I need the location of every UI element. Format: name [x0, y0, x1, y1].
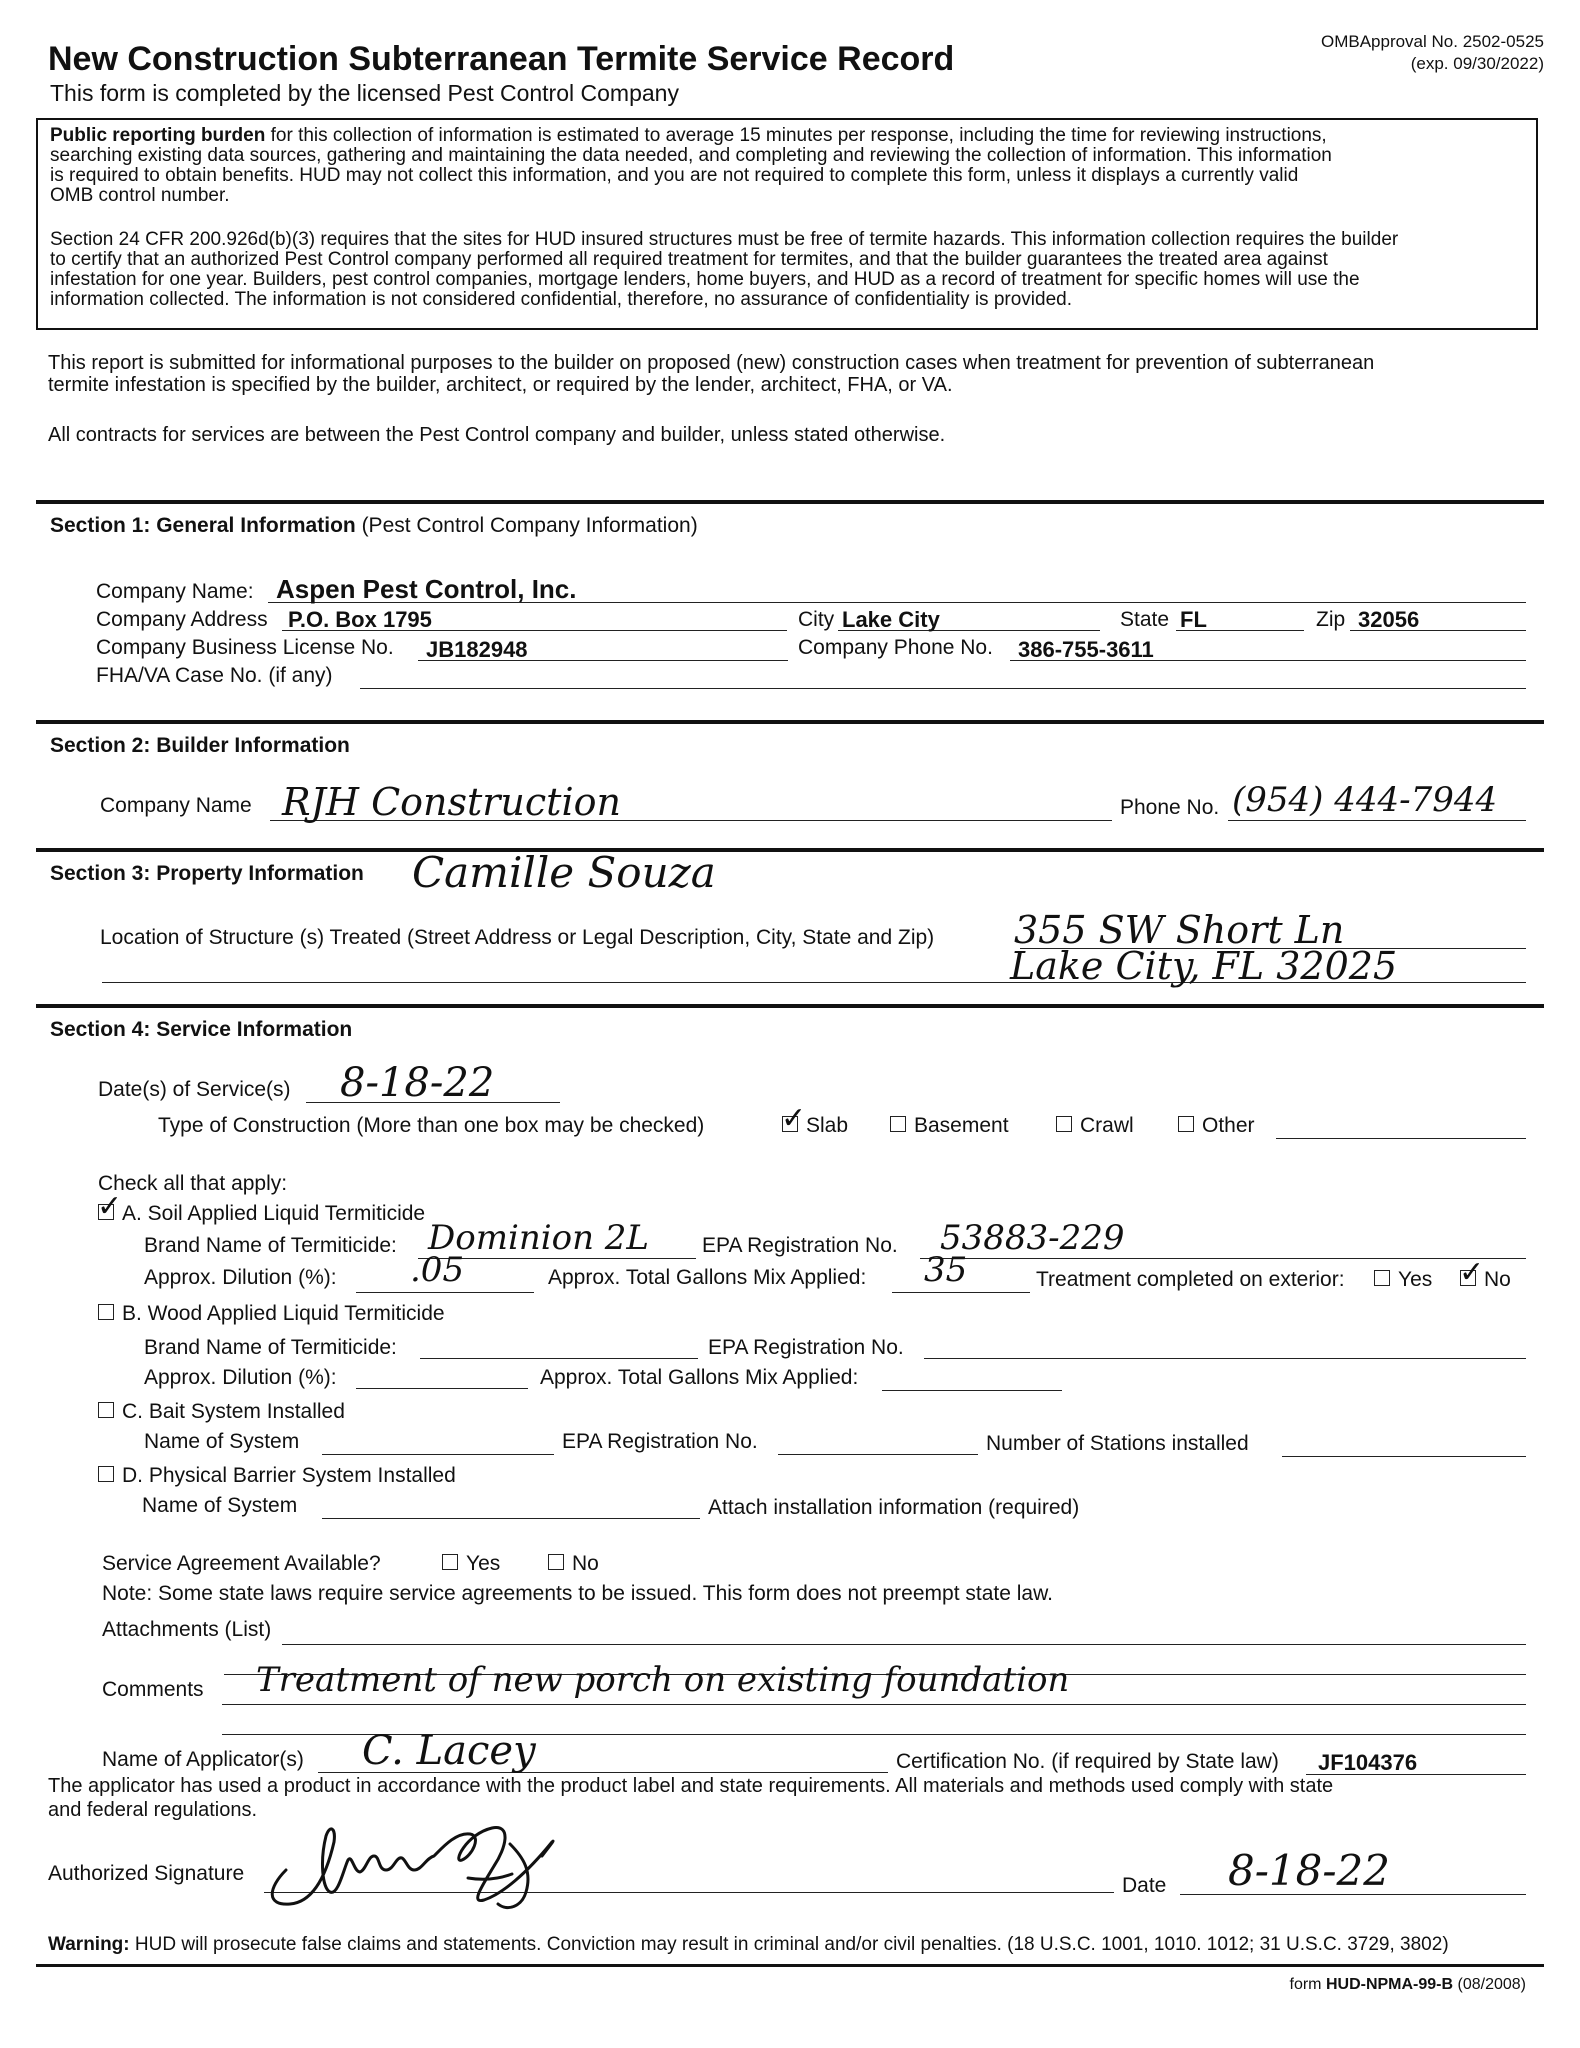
form-id: [1290, 1976, 1527, 1994]
section-divider: [36, 720, 1544, 724]
option-c-checkbox[interactable]: [98, 1402, 114, 1418]
basement-checkbox[interactable]: [890, 1116, 906, 1132]
company-name-value: Aspen Pest Control, Inc.: [276, 574, 577, 604]
zip-label: Zip: [1316, 608, 1346, 631]
d-system-name-label: Name of System: [142, 1494, 298, 1517]
city-label: City: [798, 608, 835, 631]
option-a-label: A. Soil Applied Liquid Termiticide: [122, 1202, 426, 1225]
form-subtitle: This form is completed by the licensed Pest Control Company: [50, 80, 679, 106]
section24-line-1: Section 24 CFR 200.926d(b)(3) requires that the sites for HUD insured structures must be free of termite hazards. This information collection requires the builder: [50, 229, 1399, 250]
builder-phone-value: (954) 444-7944: [1232, 780, 1498, 820]
service-date-label: Date(s) of Service(s): [98, 1078, 291, 1101]
a-gallons-value: 35: [924, 1250, 968, 1290]
c-system-name-field[interactable]: [322, 1430, 554, 1455]
intro-line-1: This report is submitted for informational purposes to the builder on proposed (new) construction cases when treatment for prevention of subterranean: [48, 352, 1375, 374]
other-construction-field[interactable]: [1276, 1114, 1526, 1139]
a-epa-value: 53883-229: [940, 1218, 1125, 1258]
exterior-no-label: No: [1484, 1268, 1511, 1291]
omb-approval-number: OMBApproval No. 2502-0525: [1320, 32, 1544, 51]
check-mark-icon: ✓: [781, 1101, 807, 1137]
stations-field[interactable]: [1282, 1432, 1526, 1457]
b-brand-field[interactable]: [420, 1334, 698, 1359]
section1-heading-text: Section 1: General Information: [50, 514, 356, 537]
d-system-name-field[interactable]: [322, 1494, 700, 1519]
company-address-label: Company Address: [96, 608, 268, 631]
state-label: State: [1120, 608, 1170, 631]
exterior-yes-checkbox[interactable]: [1374, 1270, 1390, 1286]
applicator-value: C. Lacey: [362, 1728, 536, 1774]
builder-phone-label: Phone No.: [1120, 796, 1220, 819]
section-divider: [36, 1004, 1544, 1008]
b-gallons-label: Approx. Total Gallons Mix Applied:: [540, 1366, 859, 1389]
company-phone-label: Company Phone No.: [798, 636, 993, 659]
section24-line-2: to certify that an authorized Pest Control company performed all required treatment for termites, and that the builder guarantees the treated area against: [50, 249, 1328, 270]
exterior-yes-option[interactable]: [1374, 1268, 1432, 1292]
a-brand-value: Dominion 2L: [428, 1218, 649, 1258]
section-divider: [36, 848, 1544, 852]
crawl-checkbox[interactable]: [1056, 1116, 1072, 1132]
option-c-label: C. Bait System Installed: [122, 1400, 345, 1423]
agreement-no-checkbox[interactable]: [548, 1554, 564, 1570]
option-a-checkbox[interactable]: [97, 1189, 123, 1225]
form-id-prefix: form: [1289, 1976, 1326, 1993]
construction-basement-option[interactable]: [890, 1114, 1009, 1138]
warning-line: [48, 1934, 1449, 1956]
intro-line-2: termite infestation is specified by the builder, architect, or required by the lender, architect, FHA, or VA.: [48, 374, 953, 396]
option-d-checkbox[interactable]: [98, 1466, 114, 1482]
certification-value: JF104376: [1318, 1750, 1418, 1775]
builder-company-value: RJH Construction: [282, 780, 621, 824]
handwritten-signature: [256, 1808, 656, 1918]
construction-crawl-option[interactable]: [1056, 1114, 1134, 1138]
a-dilution-value: .05: [410, 1250, 465, 1290]
c-epa-label: EPA Registration No.: [562, 1430, 758, 1453]
c-system-name-label: Name of System: [144, 1430, 300, 1453]
company-phone-value: 386-755-3611: [1018, 637, 1154, 662]
certification-label: Certification No. (if required by State law): [896, 1750, 1279, 1773]
other-label: Other: [1202, 1114, 1255, 1137]
attach-info-label: Attach installation information (required): [708, 1496, 1080, 1519]
option-d-physical-barrier[interactable]: [98, 1464, 456, 1488]
section1-heading: [50, 514, 698, 538]
check-mark-icon: ✓: [1459, 1255, 1485, 1291]
section24-line-4: information collected. The information is not considered confidential, therefore, no assurance of confidentiality is provided.: [50, 289, 1073, 310]
agreement-yes-label: Yes: [466, 1552, 501, 1575]
construction-other-option[interactable]: [1178, 1114, 1255, 1138]
slab-label: Slab: [806, 1114, 849, 1137]
option-c-bait-system[interactable]: [98, 1400, 345, 1424]
comments-label: Comments: [102, 1678, 204, 1701]
company-address-value: P.O. Box 1795: [288, 607, 432, 632]
agreement-yes-option[interactable]: [442, 1552, 500, 1576]
exterior-no-checkbox[interactable]: [1459, 1255, 1485, 1291]
section-divider: [36, 500, 1544, 504]
section2-heading: Section 2: Builder Information: [50, 734, 350, 757]
c-epa-field[interactable]: [778, 1430, 978, 1455]
agreement-yes-checkbox[interactable]: [442, 1554, 458, 1570]
exterior-treatment-label: Treatment completed on exterior:: [1036, 1268, 1345, 1291]
section4-heading: Section 4: Service Information: [50, 1018, 353, 1041]
stations-label: Number of Stations installed: [986, 1432, 1249, 1455]
burden-line-3: is required to obtain benefits. HUD may not collect this information, and you are not required to complete this form, unless it displays a currently valid: [50, 165, 1299, 186]
check-mark-icon: ✓: [97, 1189, 123, 1225]
structure-address-line-2: Lake City, FL 32025: [1010, 944, 1398, 988]
option-b-checkbox[interactable]: [98, 1304, 114, 1320]
structure-address-line-1: 355 SW Short Ln: [1014, 908, 1345, 952]
warning-text: HUD will prosecute false claims and statements. Conviction may result in criminal and/or civil penalties. (18 U.S.C. 1001, 1010. 1012; 31 U.S.C. 3729, 3802): [129, 1934, 1449, 1955]
b-epa-field[interactable]: [924, 1334, 1526, 1359]
city-value: Lake City: [842, 607, 940, 632]
option-b-wood-applied[interactable]: [98, 1302, 445, 1326]
option-d-label: D. Physical Barrier System Installed: [122, 1464, 456, 1487]
burden-line-1: [50, 126, 1332, 146]
license-label: Company Business License No.: [96, 636, 394, 659]
section24-line-3: infestation for one year. Builders, pest control companies, mortgage lenders, home buyers, and HUD as a record of treatment for specific homes will use the: [50, 269, 1360, 290]
section3-heading: Section 3: Property Information: [50, 862, 364, 885]
applicator-label: Name of Applicator(s): [102, 1748, 304, 1771]
exterior-yes-label: Yes: [1398, 1268, 1433, 1291]
comments-value: Treatment of new porch on existing foundation: [256, 1660, 1070, 1700]
b-epa-label: EPA Registration No.: [708, 1336, 904, 1359]
footer-divider: [36, 1964, 1544, 1967]
form-title: New Construction Subterranean Termite Service Record: [48, 40, 955, 78]
warning-bold: Warning:: [48, 1934, 130, 1955]
form-id-date: (08/2008): [1453, 1976, 1526, 1993]
omb-expiration: (exp. 09/30/2022): [1410, 54, 1544, 73]
agreement-no-label: No: [572, 1552, 599, 1575]
public-reporting-burden-box: [36, 118, 1538, 330]
check-all-label: Check all that apply:: [98, 1172, 288, 1195]
fha-case-label: FHA/VA Case No. (if any): [96, 664, 333, 687]
license-value: JB182948: [426, 637, 528, 662]
b-dilution-label: Approx. Dilution (%):: [144, 1366, 337, 1389]
fha-case-field[interactable]: [360, 664, 1526, 689]
burden-bold-lead: Public reporting burden: [50, 125, 266, 146]
applicator-statement-line-2: and federal regulations.: [48, 1799, 258, 1821]
intro-line-3: All contracts for services are between the Pest Control company and builder, unless stated otherwise.: [48, 424, 946, 446]
exterior-no-option[interactable]: [1459, 1255, 1511, 1292]
structure-location-label: Location of Structure (s) Treated (Street Address or Legal Description, City, State and Zip): [100, 926, 935, 949]
agreement-no-option[interactable]: [548, 1552, 599, 1576]
state-law-note: Note: Some state laws require service agreements to be issued. This form does not preempt state law.: [102, 1582, 1053, 1605]
crawl-label: Crawl: [1080, 1114, 1134, 1137]
service-agreement-label: Service Agreement Available?: [102, 1552, 381, 1575]
option-a-soil-applied[interactable]: [97, 1189, 426, 1226]
burden-line-4: OMB control number.: [50, 185, 230, 206]
property-owner-value: Camille Souza: [412, 848, 716, 897]
state-value: FL: [1180, 607, 1207, 632]
signature-stroke: [272, 1828, 553, 1905]
basement-label: Basement: [914, 1114, 1009, 1137]
builder-company-label: Company Name: [100, 794, 252, 817]
other-checkbox[interactable]: [1178, 1116, 1194, 1132]
sign-date-value: 8-18-22: [1228, 1846, 1390, 1895]
a-epa-label: EPA Registration No.: [702, 1234, 898, 1257]
a-brand-label: Brand Name of Termiticide:: [144, 1234, 397, 1257]
attachments-field[interactable]: [282, 1618, 1526, 1645]
option-b-label: B. Wood Applied Liquid Termiticide: [122, 1302, 445, 1325]
burden-line-1-text: for this collection of information is estimated to average 15 minutes per response, including the time for reviewing instructions,: [265, 125, 1327, 146]
section1-heading-note: (Pest Control Company Information): [355, 514, 698, 537]
company-name-label: Company Name:: [96, 580, 254, 603]
burden-line-2: searching existing data sources, gathering and maintaining the data needed, and completing and reviewing the collection of information. This information: [50, 145, 1332, 166]
form-id-number: HUD-NPMA-99-B: [1325, 1976, 1454, 1993]
zip-value: 32056: [1358, 607, 1420, 632]
applicator-statement-line-1: The applicator has used a product in accordance with the product label and state requirements. All materials and methods used comply with state: [48, 1775, 1334, 1797]
construction-slab-option[interactable]: [781, 1101, 849, 1138]
b-dilution-field[interactable]: [356, 1364, 528, 1389]
slab-checkbox[interactable]: [781, 1101, 807, 1137]
attachments-label: Attachments (List): [102, 1618, 272, 1641]
b-gallons-field[interactable]: [882, 1366, 1062, 1391]
service-date-value: 8-18-22: [340, 1060, 495, 1106]
construction-type-label: Type of Construction (More than one box may be checked): [158, 1114, 705, 1137]
a-dilution-label: Approx. Dilution (%):: [144, 1266, 337, 1289]
sign-date-label: Date: [1122, 1874, 1167, 1897]
b-brand-label: Brand Name of Termiticide:: [144, 1336, 397, 1359]
a-gallons-label: Approx. Total Gallons Mix Applied:: [548, 1266, 867, 1289]
signature-label: Authorized Signature: [48, 1862, 245, 1885]
